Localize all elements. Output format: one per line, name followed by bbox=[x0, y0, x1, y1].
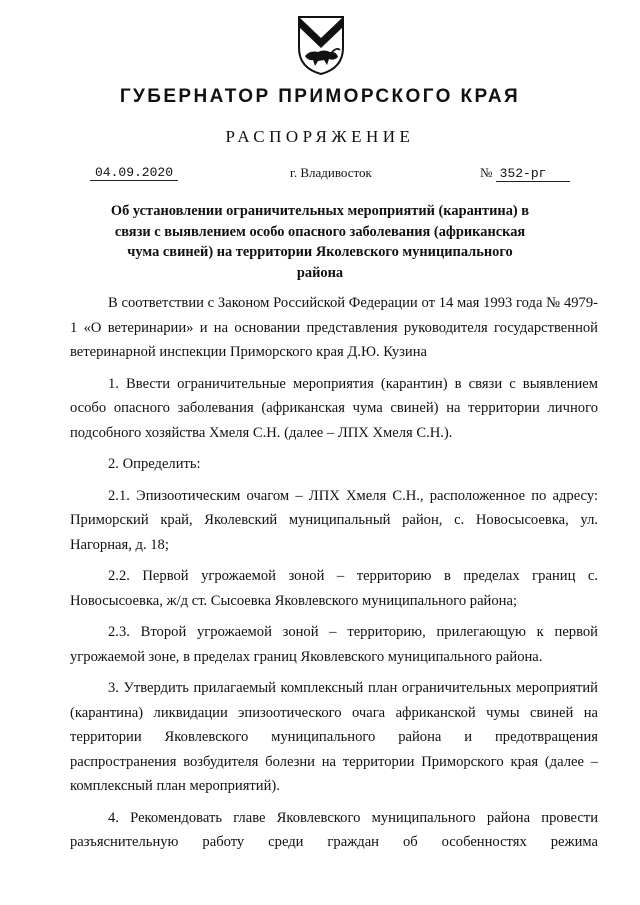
document-type: РАСПОРЯЖЕНИЕ bbox=[225, 127, 415, 146]
paragraph-item-1: 1. Ввести ограничительные мероприятия (карантин) в связи с выявлением особо опасного заболевания (африканская чума свиней) на территории личного подсобного хозяйства Хмеля С.Н. (далее – ЛПХ Хмеля С.Н.). bbox=[70, 375, 598, 441]
number-value: 352-рг bbox=[496, 166, 570, 182]
issuer-title: ГУБЕРНАТОР ПРИМОРСКОГО КРАЯ bbox=[119, 86, 521, 107]
document-title: Об установлении ограничительных мероприятий (карантина) в связи с выявлением особо опасного заболевания (африканская чума свиней) на территории Яколевского муниципального района bbox=[110, 203, 530, 281]
coat-of-arms-icon bbox=[296, 14, 346, 76]
document-city: г. Владивосток bbox=[290, 165, 372, 180]
paragraph-item-2-2: 2.2. Первой угрожаемой зоной – территорию в пределах границ с. Новосысоевка, ж/д ст. Сысоевка Яковлевского муниципального района; bbox=[70, 568, 598, 609]
paragraph-item-2-3: 2.3. Второй угрожаемой зоной – территорию, прилегающую к первой угрожаемой зоне, в пределах границ Яковлевского муниципального района. bbox=[70, 624, 598, 665]
paragraph-preamble: В соответствии с Законом Российской Федерации от 14 мая 1993 года № 4979-1 «О ветеринарии» и на основании представления руководителя государственной ветеринарной инспекции Приморского края Д.Ю. Кузина bbox=[70, 295, 598, 360]
paragraph-item-3: 3. Утвердить прилагаемый комплексный план ограничительных мероприятий (карантина) ликвидации эпизоотического очага африканской чумы свиней на территории Яковлевского муниципального района и предотвращения распространения возбудителя болезни на территории Приморского края (далее – комплексный план мероприятий). bbox=[70, 680, 598, 794]
document-body bbox=[70, 291, 598, 855]
document-date: 04.09.2020 bbox=[90, 165, 178, 181]
paragraph-item-2-1: 2.1. Эпизоотическим очагом – ЛПХ Хмеля С.Н., расположенное по адресу: Приморский край, Яколевский муниципальный район, с. Новосысоевка, ул. Нагорная, д. 18; bbox=[70, 487, 598, 553]
paragraph-item-4: 4. Рекомендовать главе Яковлевского муниципального района провести разъяснительную работу среди граждан об особенностях режима bbox=[70, 809, 598, 850]
paragraph-item-2: 2. Определить: bbox=[108, 456, 201, 472]
number-prefix: № bbox=[480, 165, 493, 180]
document-number bbox=[480, 165, 570, 182]
